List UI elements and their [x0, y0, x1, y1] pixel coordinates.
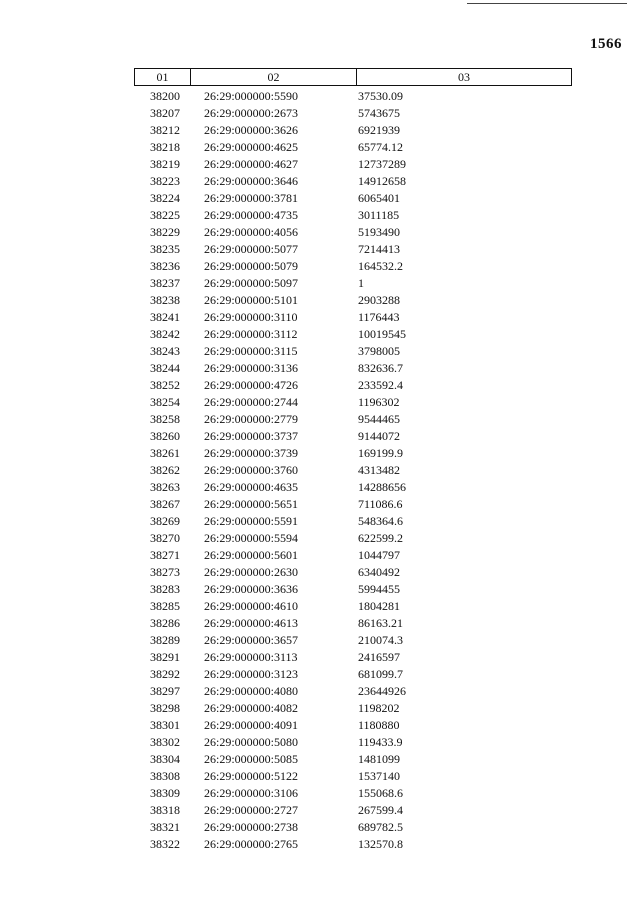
- row-value: 10019545: [358, 327, 406, 341]
- row-id: 38291: [150, 650, 180, 664]
- row-id: 38223: [150, 174, 180, 188]
- row-id: 38242: [150, 327, 180, 341]
- cadastral-number: 26:29:000000:4625: [204, 140, 299, 154]
- row-value: 681099.7: [358, 667, 403, 681]
- row-value: 14288656: [358, 480, 406, 494]
- row-value: 5193490: [358, 225, 400, 239]
- row-value: 622599.2: [358, 531, 403, 545]
- row-id: 38301: [150, 718, 180, 732]
- table-row: [134, 768, 572, 785]
- row-id: 38260: [150, 429, 180, 443]
- page-number: 1566: [590, 36, 622, 52]
- cadastral-number: 26:29:000000:2673: [204, 106, 299, 120]
- cadastral-number: 26:29:000000:5077: [204, 242, 299, 256]
- row-value: 6340492: [358, 565, 400, 579]
- cadastral-number: 26:29:000000:3136: [204, 361, 299, 375]
- cadastral-number: 26:29:000000:4635: [204, 480, 299, 494]
- table-row: [134, 598, 572, 615]
- row-id: 38318: [150, 803, 180, 817]
- cadastral-number: 26:29:000000:3626: [204, 123, 299, 137]
- table-row: [134, 785, 572, 802]
- row-value: 1481099: [358, 752, 400, 766]
- cadastral-number: 26:29:000000:2744: [204, 395, 299, 409]
- table-row: [134, 445, 572, 462]
- row-id: 38285: [150, 599, 180, 613]
- cadastral-number: 26:29:000000:5097: [204, 276, 299, 290]
- table-row: [134, 190, 572, 207]
- table-row: [134, 530, 572, 547]
- cadastral-number: 26:29:000000:5601: [204, 548, 299, 562]
- row-id: 38244: [150, 361, 180, 375]
- table-row: [134, 258, 572, 275]
- table-row: [134, 241, 572, 258]
- row-id: 38243: [150, 344, 180, 358]
- cadastral-number: 26:29:000000:4080: [204, 684, 299, 698]
- row-value: 2903288: [358, 293, 400, 307]
- cadastral-number: 26:29:000000:3646: [204, 174, 299, 188]
- table-row: [134, 309, 572, 326]
- row-id: 38322: [150, 837, 180, 851]
- cadastral-number: 26:29:000000:4627: [204, 157, 299, 171]
- cadastral-number: 26:29:000000:2727: [204, 803, 299, 817]
- row-value: 548364.6: [358, 514, 403, 528]
- table-row: [134, 734, 572, 751]
- row-id: 38261: [150, 446, 180, 460]
- row-value: 6921939: [358, 123, 400, 137]
- cadastral-number: 26:29:000000:2779: [204, 412, 299, 426]
- table-row: [134, 88, 572, 105]
- cadastral-number: 26:29:000000:3760: [204, 463, 299, 477]
- row-id: 38207: [150, 106, 180, 120]
- row-value: 1804281: [358, 599, 400, 613]
- row-id: 38302: [150, 735, 180, 749]
- table-row: [134, 105, 572, 122]
- row-value: 233592.4: [358, 378, 403, 392]
- table-row: [134, 326, 572, 343]
- cadastral-number: 26:29:000000:4056: [204, 225, 299, 239]
- row-id: 38224: [150, 191, 180, 205]
- table-row: [134, 547, 572, 564]
- cadastral-number: 26:29:000000:5591: [204, 514, 299, 528]
- row-id: 38308: [150, 769, 180, 783]
- cadastral-number: 26:29:000000:4082: [204, 701, 299, 715]
- row-id: 38241: [150, 310, 180, 324]
- table-header: [134, 68, 572, 86]
- table-row: [134, 411, 572, 428]
- row-id: 38229: [150, 225, 180, 239]
- table-row: [134, 632, 572, 649]
- cadastral-number: 26:29:000000:3106: [204, 786, 299, 800]
- cadastral-number: 26:29:000000:5101: [204, 293, 299, 307]
- cadastral-number: 26:29:000000:5085: [204, 752, 299, 766]
- cadastral-number: 26:29:000000:3739: [204, 446, 299, 460]
- table-row: [134, 224, 572, 241]
- cadastral-number: 26:29:000000:5122: [204, 769, 299, 783]
- row-id: 38321: [150, 820, 180, 834]
- cadastral-number: 26:29:000000:3113: [204, 650, 298, 664]
- row-value: 689782.5: [358, 820, 403, 834]
- row-value: 3011185: [358, 208, 400, 222]
- table-row: [134, 139, 572, 156]
- row-id: 38258: [150, 412, 180, 426]
- table-row: [134, 462, 572, 479]
- table-row: [134, 836, 572, 853]
- row-value: 1198202: [358, 701, 400, 715]
- table-row: [134, 156, 572, 173]
- cadastral-number: 26:29:000000:3781: [204, 191, 299, 205]
- row-value: 9144072: [358, 429, 400, 443]
- row-id: 38262: [150, 463, 180, 477]
- cadastral-number: 26:29:000000:5590: [204, 89, 299, 103]
- row-id: 38304: [150, 752, 180, 766]
- cadastral-number: 26:29:000000:3123: [204, 667, 299, 681]
- cadastral-number: 26:29:000000:5651: [204, 497, 299, 511]
- row-value: 37530.09: [358, 89, 403, 103]
- row-value: 1537140: [358, 769, 400, 783]
- row-id: 38263: [150, 480, 180, 494]
- row-value: 7214413: [358, 242, 400, 256]
- row-id: 38236: [150, 259, 180, 273]
- table-row: [134, 819, 572, 836]
- row-id: 38218: [150, 140, 180, 154]
- row-value: 5743675: [358, 106, 400, 120]
- row-value: 65774.12: [358, 140, 403, 154]
- row-id: 38273: [150, 565, 180, 579]
- row-id: 38309: [150, 786, 180, 800]
- table-row: [134, 700, 572, 717]
- row-value: 1180880: [358, 718, 400, 732]
- table-body: [134, 88, 572, 853]
- row-value: 1176443: [358, 310, 400, 324]
- table-row: [134, 173, 572, 190]
- table-row: [134, 360, 572, 377]
- cadastral-number: 26:29:000000:2630: [204, 565, 299, 579]
- cadastral-number: 26:29:000000:2738: [204, 820, 299, 834]
- cadastral-number: 26:29:000000:5079: [204, 259, 299, 273]
- row-id: 38269: [150, 514, 180, 528]
- table-row: [134, 683, 572, 700]
- row-value: 4313482: [358, 463, 400, 477]
- row-value: 6065401: [358, 191, 400, 205]
- cadastral-number: 26:29:000000:2765: [204, 837, 299, 851]
- table-row: [134, 802, 572, 819]
- cadastral-number: 26:29:000000:3110: [204, 310, 298, 324]
- row-value: 132570.8: [358, 837, 403, 851]
- cadastral-number: 26:29:000000:3115: [204, 344, 298, 358]
- table-row: [134, 564, 572, 581]
- cadastral-number: 26:29:000000:4610: [204, 599, 299, 613]
- table-row: [134, 275, 572, 292]
- table-row: [134, 377, 572, 394]
- row-id: 38252: [150, 378, 180, 392]
- table-row: [134, 513, 572, 530]
- row-id: 38292: [150, 667, 180, 681]
- cadastral-number: 26:29:000000:5080: [204, 735, 299, 749]
- table-row: [134, 428, 572, 445]
- row-value: 169199.9: [358, 446, 403, 460]
- cadastral-number: 26:29:000000:4726: [204, 378, 299, 392]
- table-row: [134, 649, 572, 666]
- row-id: 38200: [150, 89, 180, 103]
- table-row: [134, 394, 572, 411]
- row-id: 38270: [150, 531, 180, 545]
- row-value: 23644926: [358, 684, 406, 698]
- cadastral-number: 26:29:000000:3112: [204, 327, 298, 341]
- row-id: 38289: [150, 633, 180, 647]
- row-value: 210074.3: [358, 633, 403, 647]
- row-value: 12737289: [358, 157, 406, 171]
- row-id: 38297: [150, 684, 180, 698]
- table-row: [134, 122, 572, 139]
- row-value: 711086.6: [358, 497, 403, 511]
- row-id: 38254: [150, 395, 180, 409]
- row-value: 9544465: [358, 412, 400, 426]
- table-row: [134, 666, 572, 683]
- cadastral-number: 26:29:000000:3636: [204, 582, 299, 596]
- row-id: 38283: [150, 582, 180, 596]
- row-id: 38212: [150, 123, 180, 137]
- row-value: 2416597: [358, 650, 400, 664]
- row-id: 38271: [150, 548, 180, 562]
- column-header-02: 02: [191, 69, 357, 85]
- row-id: 38286: [150, 616, 180, 630]
- row-id: 38235: [150, 242, 180, 256]
- row-value: 832636.7: [358, 361, 403, 375]
- cadastral-number: 26:29:000000:4091: [204, 718, 299, 732]
- cadastral-number: 26:29:000000:5594: [204, 531, 299, 545]
- row-value: 3798005: [358, 344, 400, 358]
- column-header-01: 01: [135, 69, 191, 85]
- row-value: 119433.9: [358, 735, 403, 749]
- table-row: [134, 207, 572, 224]
- table-row: [134, 581, 572, 598]
- table-row: [134, 292, 572, 309]
- row-value: 164532.2: [358, 259, 403, 273]
- row-id: 38267: [150, 497, 180, 511]
- table-row: [134, 615, 572, 632]
- table-row: [134, 479, 572, 496]
- row-value: 86163.21: [358, 616, 403, 630]
- cadastral-number: 26:29:000000:3657: [204, 633, 299, 647]
- row-value: 1196302: [358, 395, 400, 409]
- column-header-03: 03: [458, 70, 470, 84]
- cadastral-number: 26:29:000000:3737: [204, 429, 299, 443]
- row-id: 38298: [150, 701, 180, 715]
- table-row: [134, 343, 572, 360]
- row-value: 5994455: [358, 582, 400, 596]
- row-id: 38219: [150, 157, 180, 171]
- table-row: [134, 496, 572, 513]
- row-value: 1: [358, 276, 364, 290]
- row-value: 155068.6: [358, 786, 403, 800]
- table-row: [134, 751, 572, 768]
- table-row: [134, 717, 572, 734]
- cadastral-number: 26:29:000000:4613: [204, 616, 299, 630]
- top-rule: [467, 3, 627, 4]
- row-value: 1044797: [358, 548, 400, 562]
- row-id: 38238: [150, 293, 180, 307]
- row-id: 38237: [150, 276, 180, 290]
- row-id: 38225: [150, 208, 180, 222]
- row-value: 14912658: [358, 174, 406, 188]
- row-value: 267599.4: [358, 803, 403, 817]
- cadastral-number: 26:29:000000:4735: [204, 208, 299, 222]
